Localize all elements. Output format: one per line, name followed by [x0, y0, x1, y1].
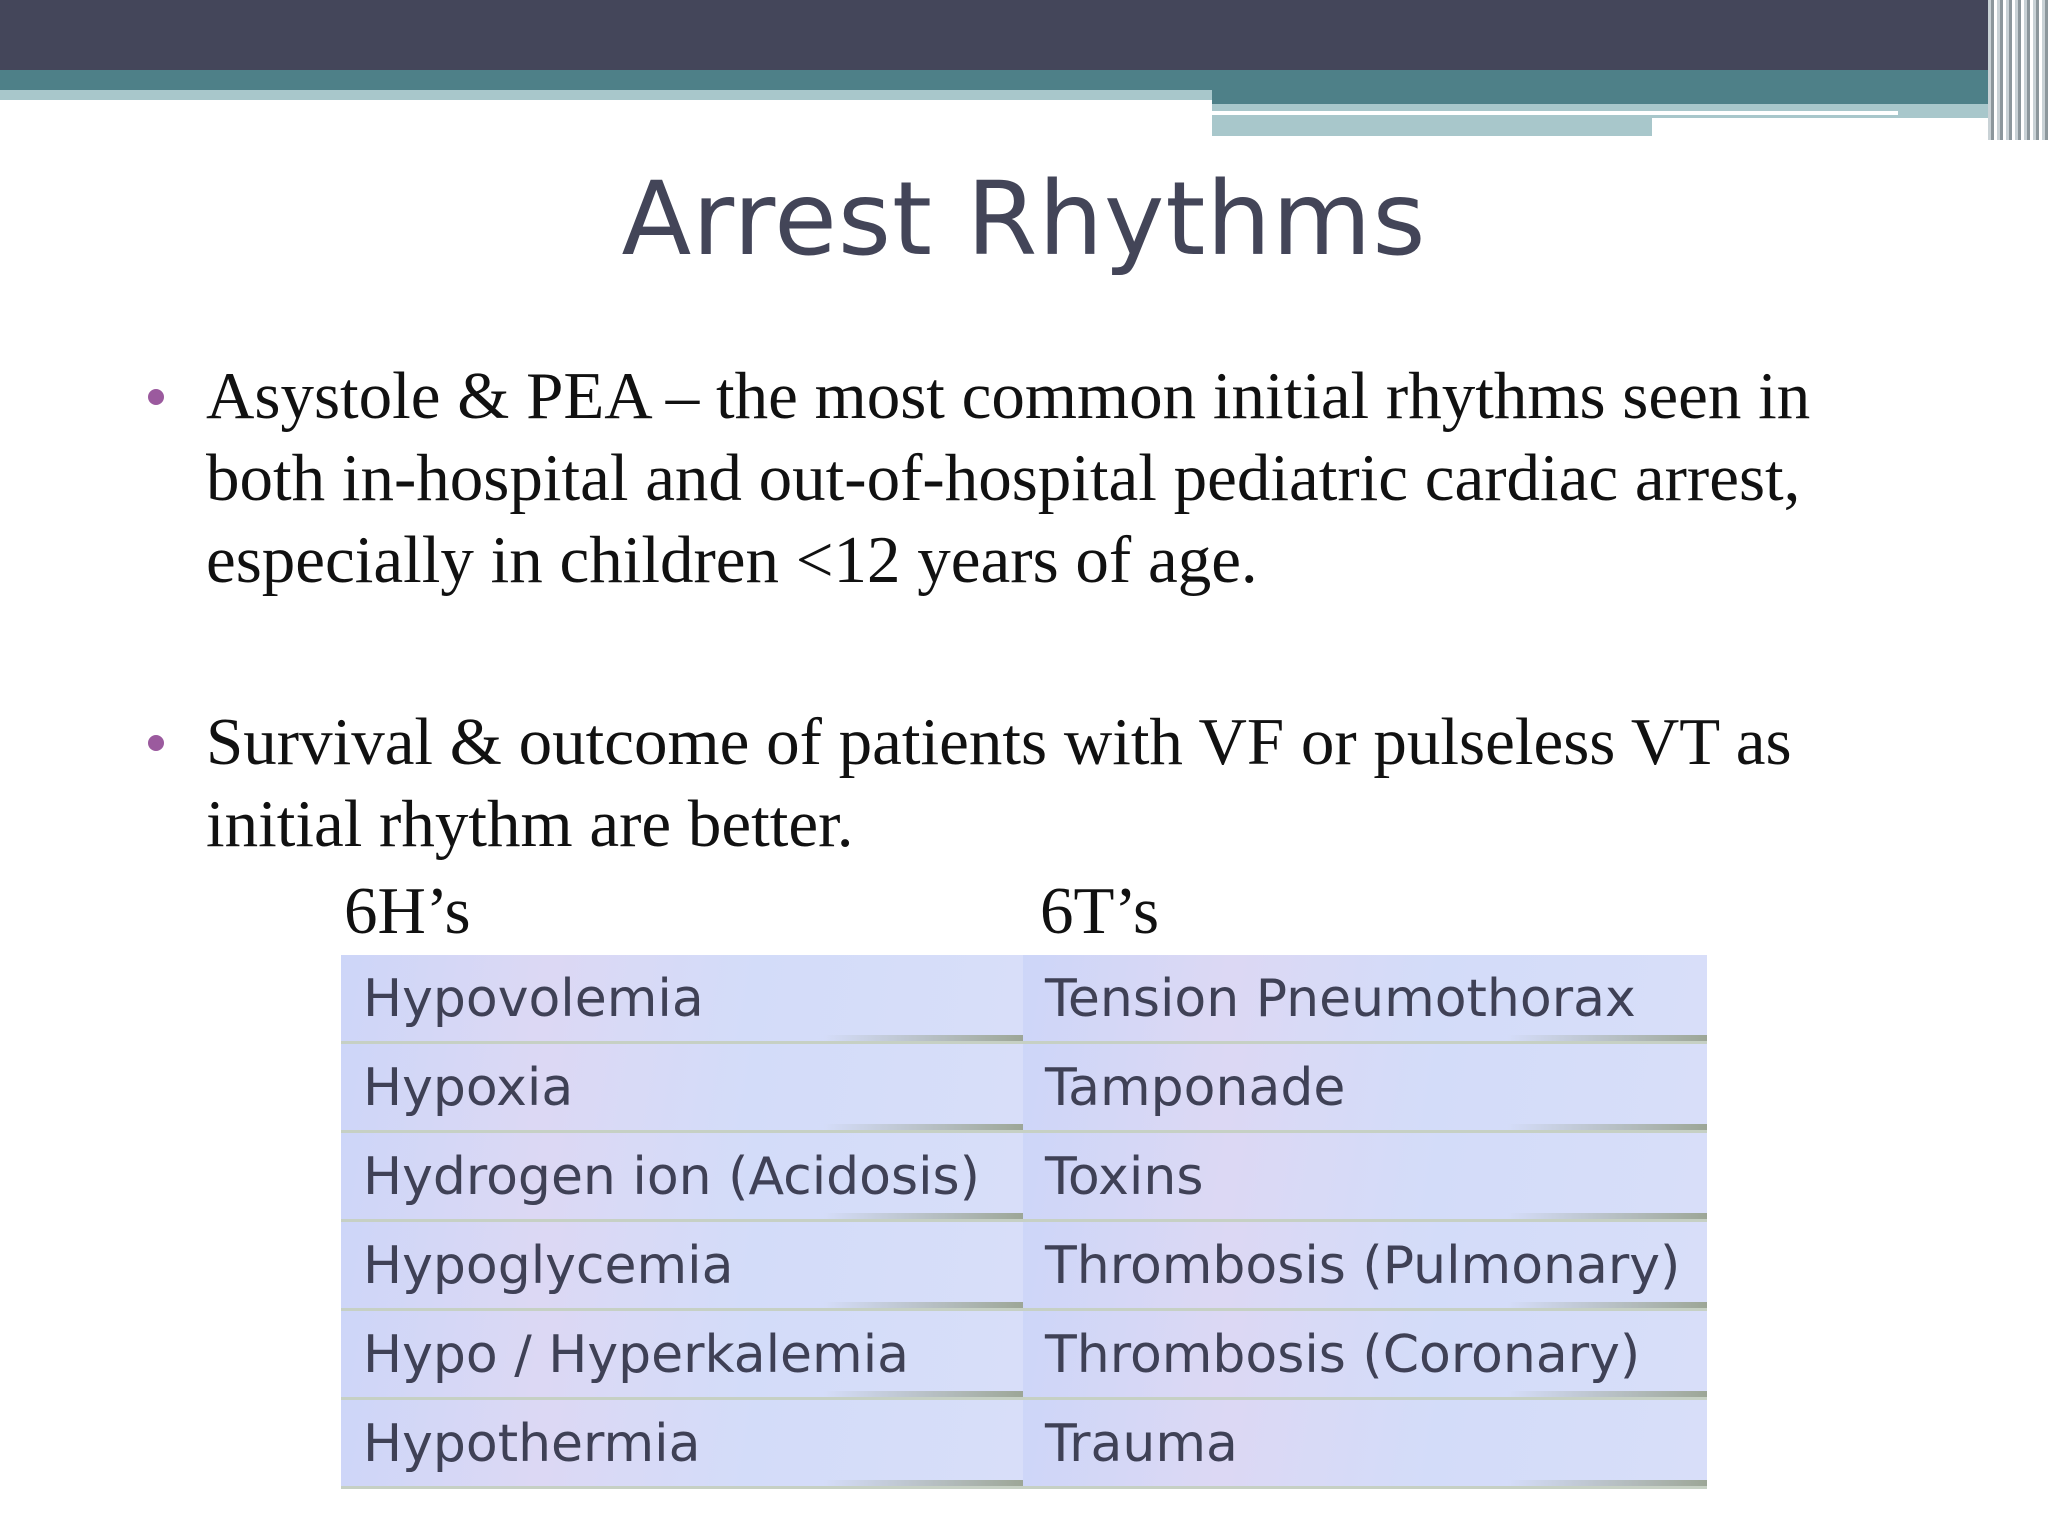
slide-title: Arrest Rhythms [621, 160, 1427, 279]
table-cell-h: Hypo / Hyperkalemia [341, 1311, 1023, 1400]
table-row [341, 1044, 1707, 1133]
header-bar-light [0, 90, 1212, 100]
header-bar-light-right-lower [1212, 118, 1652, 136]
table-cell-t: Tamponade [1023, 1044, 1707, 1133]
table-row [341, 1400, 1707, 1489]
table-row [341, 955, 1707, 1044]
table-cell-h: Hypoxia [341, 1044, 1023, 1133]
column-header-6hs: 6H’s [344, 874, 471, 948]
bullet-item [140, 701, 1920, 865]
table-cell-t: Tension Pneumothorax [1023, 955, 1707, 1044]
table-cell-t: Toxins [1023, 1133, 1707, 1222]
table-row [341, 1222, 1707, 1311]
causes-table [341, 955, 1707, 1489]
table-cell-h: Hypothermia [341, 1400, 1023, 1489]
table-cell-h: Hypoglycemia [341, 1222, 1023, 1311]
bullet-dot-icon [148, 389, 164, 405]
header-right-stripes [1988, 0, 2048, 140]
table-cell-t: Thrombosis (Coronary) [1023, 1311, 1707, 1400]
bullet-item [140, 355, 1920, 601]
column-header-6ts: 6T’s [1040, 874, 1160, 948]
bullet-list [140, 355, 1920, 865]
table-cell-t: Trauma [1023, 1400, 1707, 1489]
table-cell-h: Hydrogen ion (Acidosis) [341, 1133, 1023, 1222]
table-row [341, 1133, 1707, 1222]
table-row [341, 1311, 1707, 1400]
bullet-text: Survival & outcome of patients with VF or pulseless VT as initial rhythm are better. [206, 705, 1792, 861]
header-bar-white-line [1212, 111, 1898, 115]
bullet-dot-icon [148, 735, 164, 751]
table-cell-t: Thrombosis (Pulmonary) [1023, 1222, 1707, 1311]
header-bar-dark [0, 0, 2048, 70]
header-bar-teal [0, 70, 2048, 90]
header-bar-teal-right [1212, 90, 2048, 104]
bullet-text: Asystole & PEA – the most common initial rhythms seen in both in-hospital and out-of-hospital pediatric cardiac arrest, especially in children <12 years of age. [206, 359, 1811, 597]
table-cell-h: Hypovolemia [341, 955, 1023, 1044]
